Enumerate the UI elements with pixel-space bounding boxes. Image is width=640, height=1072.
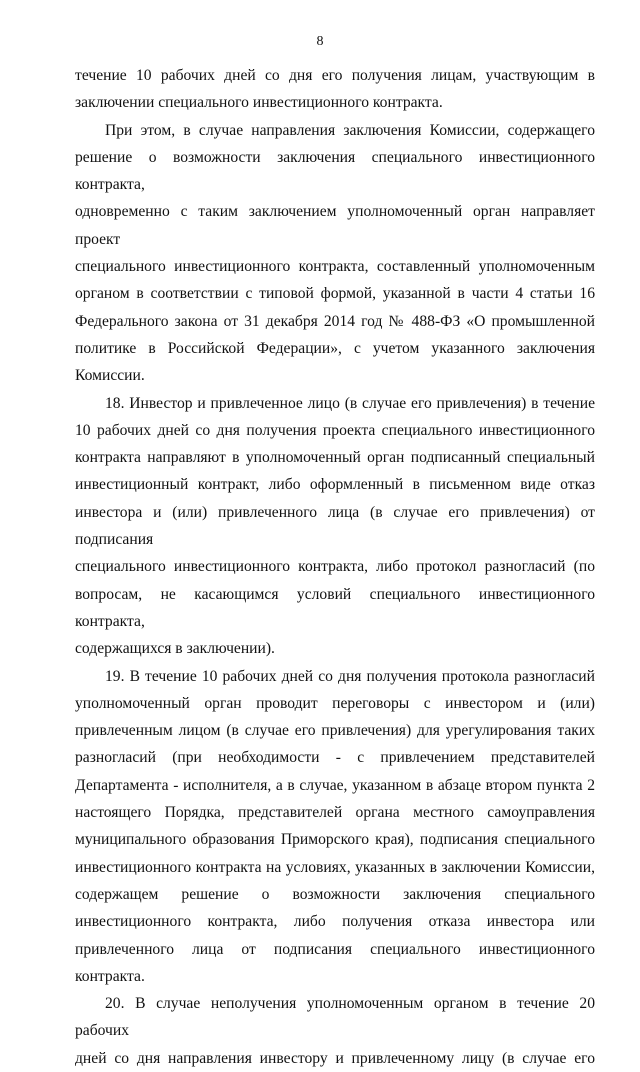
- page-number: 8: [316, 34, 324, 49]
- text-line: настоящего Порядка, представителей органа местного самоуправления: [75, 804, 595, 822]
- paragraph-1: [75, 62, 595, 117]
- text-line: привлеченным лицом (в случае его привлечения) для урегулирования таких: [75, 722, 595, 740]
- text-line: 10 рабочих дней со дня получения проекта специального инвестиционного: [75, 421, 595, 439]
- text-line: вопросам, не касающимся условий специального инвестиционного контракта,: [75, 585, 595, 630]
- text-line: заключении специального инвестиционного контракта.: [75, 94, 443, 112]
- text-line: дней со дня направления инвестору и привлеченному лицу (в случае его: [75, 1049, 595, 1067]
- text-line: Федерального закона от 31 декабря 2014 год № 488-ФЗ «О промышленной: [75, 312, 595, 330]
- paragraph-2: [75, 117, 595, 390]
- text-line: разногласий (при необходимости - с привлечением представителей: [75, 749, 595, 767]
- text-line: решение о возможности заключения специального инвестиционного контракта,: [75, 148, 595, 194]
- text-line: содержащем решение о возможности заключения специального: [75, 885, 595, 903]
- text-line: уполномоченный орган проводит переговоры с инвестором и (или): [75, 694, 595, 712]
- text-line: специального инвестиционного контракта, либо протокол разногласий (по: [75, 558, 595, 576]
- text-line: органом в соответствии с типовой формой, указанной в части 4 статьи 16: [75, 285, 595, 303]
- text-line: политике в Российской Федерации», с учетом указанного заключения Комиссии.: [75, 339, 595, 385]
- text-line: содержащихся в заключении).: [75, 640, 275, 658]
- text-line: одновременно с таким заключением уполномоченный орган направляет проект: [75, 203, 595, 248]
- text-line: 18. Инвестор и привлеченное лицо (в случае его привлечения) в течение: [105, 394, 595, 412]
- text-line: Департамента - исполнителя, а в случае, указанном в абзаце втором пункта 2: [75, 776, 595, 794]
- text-line: 19. В течение 10 рабочих дней со дня получения протокола разногласий: [105, 667, 595, 685]
- text-line: инвестиционного контракта на условиях, указанных в заключении Комиссии,: [75, 858, 595, 876]
- paragraph-3: [75, 390, 595, 663]
- text-line: контракта направляют в уполномоченный орган подписанный специальный: [75, 449, 595, 467]
- text-line: течение 10 рабочих дней со дня его получения лицам, участвующим в: [75, 67, 595, 84]
- text-line: привлеченного лица от подписания специального инвестиционного контракта.: [75, 940, 595, 985]
- text-line: специального инвестиционного контракта, составленный уполномоченным: [75, 258, 595, 276]
- text-line: 20. В случае неполучения уполномоченным органом в течение 20 рабочих: [75, 995, 595, 1040]
- text-line: инвестора и (или) привлеченного лица (в случае его привлечения) от подписания: [75, 503, 595, 549]
- text-line: инвестиционного контракта, либо получения отказа инвестора или: [75, 913, 595, 931]
- text-line: инвестиционный контракт, либо оформленный в письменном виде отказ: [75, 476, 595, 494]
- document-body: [75, 62, 595, 1072]
- text-line: муниципального образования Приморского края), подписания специального: [75, 831, 595, 849]
- paragraph-5: [75, 990, 595, 1072]
- text-line: При этом, в случае направления заключения Комиссии, содержащего: [105, 121, 595, 139]
- paragraph-4: [75, 663, 595, 991]
